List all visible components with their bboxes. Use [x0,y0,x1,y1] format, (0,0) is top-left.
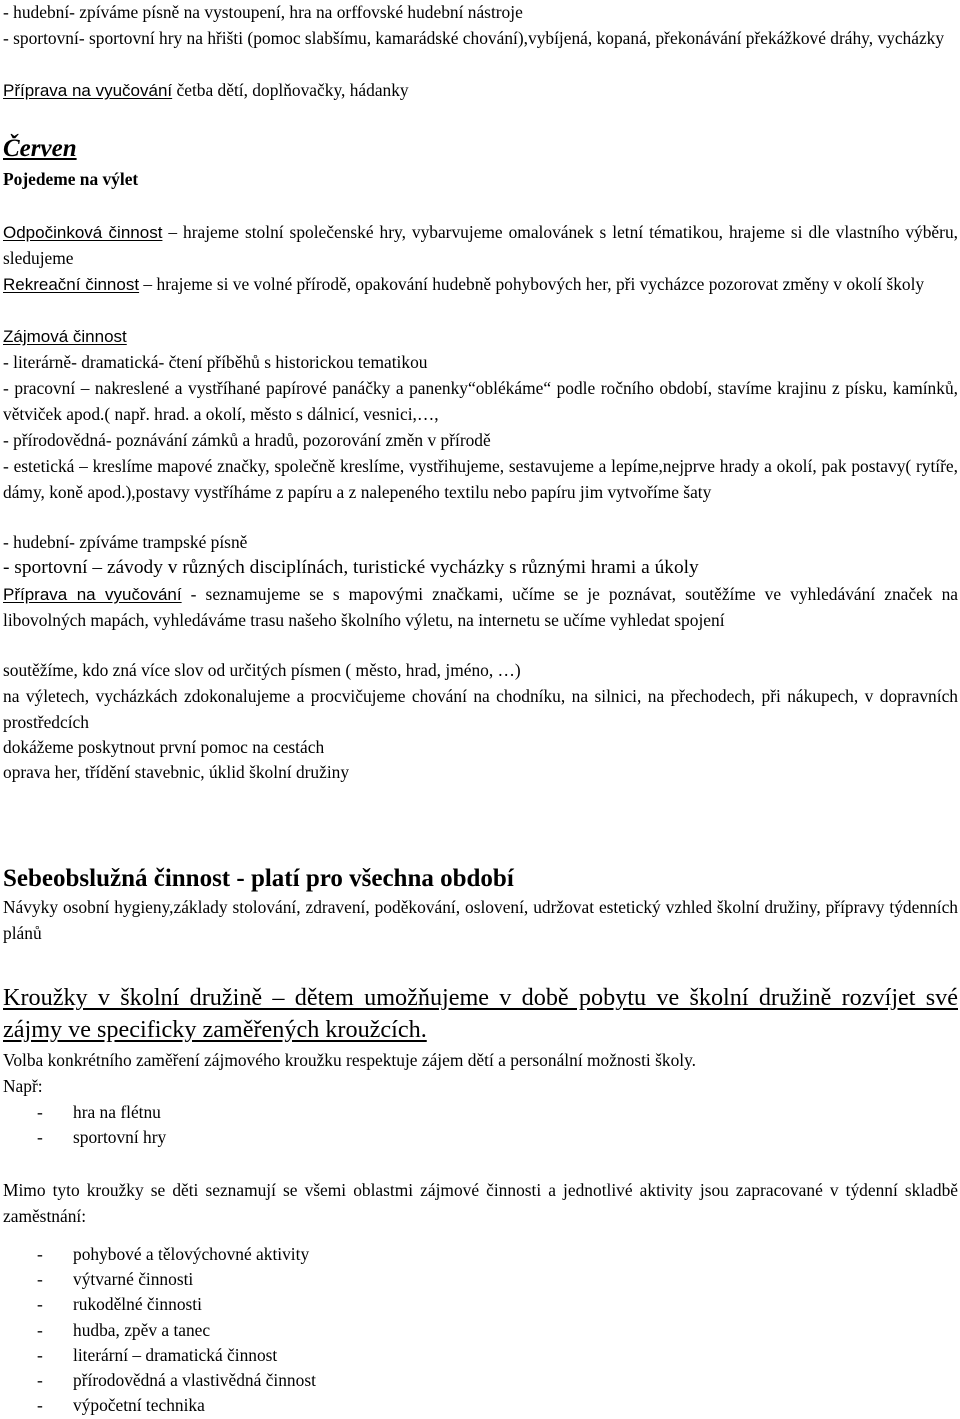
work-line: - pracovní – nakreslené a vystříhané papírové panáčky a panenky“oblékáme“ podle ročního období, stavíme krajinu z písku, kamínků, větviček apod.( např. hrad. a okolí, město s dálnicí, vesnici,…, [3,378,958,424]
list-item [0,1368,960,1393]
list-item [0,1393,960,1418]
competition-line: soutěžíme, kdo zná více slov od určitých písmen ( město, hrad, jméno, …) [3,660,521,680]
clubs-example-label: Např: [3,1076,43,1096]
list-dash: - [37,1269,43,1290]
list-dash: - [37,1395,43,1416]
interest-activity-heading [3,324,958,350]
month-theme: Pojedeme na výlet [3,169,139,189]
list-item [0,1125,960,1150]
month-heading: Červen [3,135,77,162]
interest-activity-label: Zájmová činnost [3,327,127,346]
list-dash: - [37,1369,43,1390]
relax-activity [3,220,958,271]
list-item-text: výtvarné činnosti [73,1269,194,1290]
june-prev-preparation-label: Příprava na vyučování [3,81,173,100]
list-item [0,1267,960,1292]
nature-line: - přírodovědná- poznávání zámků a hradů, pozorování změn v přírodě [3,430,491,450]
list-dash: - [37,1127,43,1148]
list-item-text: rukodělné činnosti [73,1294,202,1315]
preparation-paragraph [3,582,958,633]
list-dash: - [37,1244,43,1264]
june-prev-music: - hudební- zpíváme písně na vystoupení, hra na orffovské hudební nástroje [3,2,523,22]
preparation-text: - seznamujeme se s mapovými značkami, učíme se je poznávat, soutěžíme ve vyhledávání značek na libovolných mapách, vyhledáváme trasu našeho školního výletu, na internetu se učíme vyhledat spojení [3,584,958,630]
list-dash: - [37,1294,43,1315]
list-item [0,1242,960,1267]
list-item-text: literární – dramatická činnost [73,1344,278,1365]
other-activities-text: Mimo tyto kroužky se děti seznamují se všemi oblastmi zájmové činnosti a jednotlivé aktivity jsou zapracované v týdenní skladbě zaměstnání: [3,1180,958,1226]
sport-line: - sportovní – závody v různých disciplínách, turistické vycházky s různými hrami a úkoly [3,557,699,578]
list-item-text: výpočetní technika [73,1395,205,1416]
first-aid-line: dokážeme poskytnout první pomoc na cestách [3,737,325,757]
clubs-intro: Volba konkrétního zaměření zájmového kroužku respektuje zájem dětí a personální možnosti školy. [3,1050,697,1070]
list-item-text: hra na flétnu [73,1102,161,1122]
june-prev-sport: - sportovní- sportovní hry na hřišti (pomoc slabšímu, kamarádské chování),vybíjená, kopaná, překonávání překážkové dráhy, vycházky [3,28,945,48]
literary-line: - literárně- dramatická- čtení příběhů s historickou tematikou [3,352,428,372]
recreation-activity-label: Rekreační činnost [3,275,140,294]
music-line: - hudební- zpíváme trampské písně [3,532,248,552]
list-item [0,1292,960,1317]
june-prev-preparation-text: četba dětí, doplňovačky, hádanky [172,80,409,100]
june-prev-preparation [3,78,958,104]
list-item-text: hudba, zpěv a tanec [73,1319,211,1340]
preparation-label: Příprava na vyučování [3,585,182,604]
list-item [0,1343,960,1368]
relax-activity-label: Odpočinková činnost [3,223,163,242]
self-service-heading: Sebeobslužná činnost - platí pro všechna období [3,865,514,892]
list-item-text: sportovní hry [73,1127,167,1148]
list-item-text: pohybové a tělovýchovné aktivity [73,1244,310,1264]
cleanup-line: oprava her, třídění stavebnic, úklid školní družiny [3,762,350,782]
list-dash: - [37,1102,43,1122]
list-item [0,1318,960,1343]
clubs-example-list [0,1100,960,1150]
recreation-activity-text: – hrajeme si ve volné přírodě, opakování hudebně pohybových her, při vycházce pozorovat změny v okolí školy [139,274,925,294]
list-item [0,1100,960,1125]
list-dash: - [37,1319,43,1340]
list-dash: - [37,1344,43,1365]
trips-line: na výletech, vycházkách zdokonalujeme a procvičujeme chování na chodníku, na silnici, na přechodech, při nákupech, v dopravních prostředcích [3,686,958,732]
list-item-text: přírodovědná a vlastivědná činnost [73,1369,316,1390]
relax-activity-text: – hrajeme stolní společenské hry, vybarvujeme omalovánek s letní tématikou, hrajeme si dle vlastního výběru, sledujeme [3,222,958,268]
self-service-text: Návyky osobní hygieny,základy stolování, zdravení, poděkování, oslovení, udržovat estetický vzhled školní družiny, přípravy týdenních plánů [3,897,958,943]
activity-areas-list [0,1242,960,1418]
recreation-activity [3,272,958,298]
aesthetic-line: - estetická – kreslíme mapové značky, společně kreslíme, vystřihujeme, sestavujeme a lepíme,nejprve hrady a okolí, pak postavy( rytíře, dámy, koně apod.),postavy vystříháme z papíru a z nalepeného textilu nebo papíru jim vytvoříme šaty [3,456,958,502]
clubs-heading: Kroužky v školní družině – dětem umožňujeme v době pobytu ve školní družině rozvíjet své zájmy ve specificky zaměřených kroužcích. [3,984,958,1043]
